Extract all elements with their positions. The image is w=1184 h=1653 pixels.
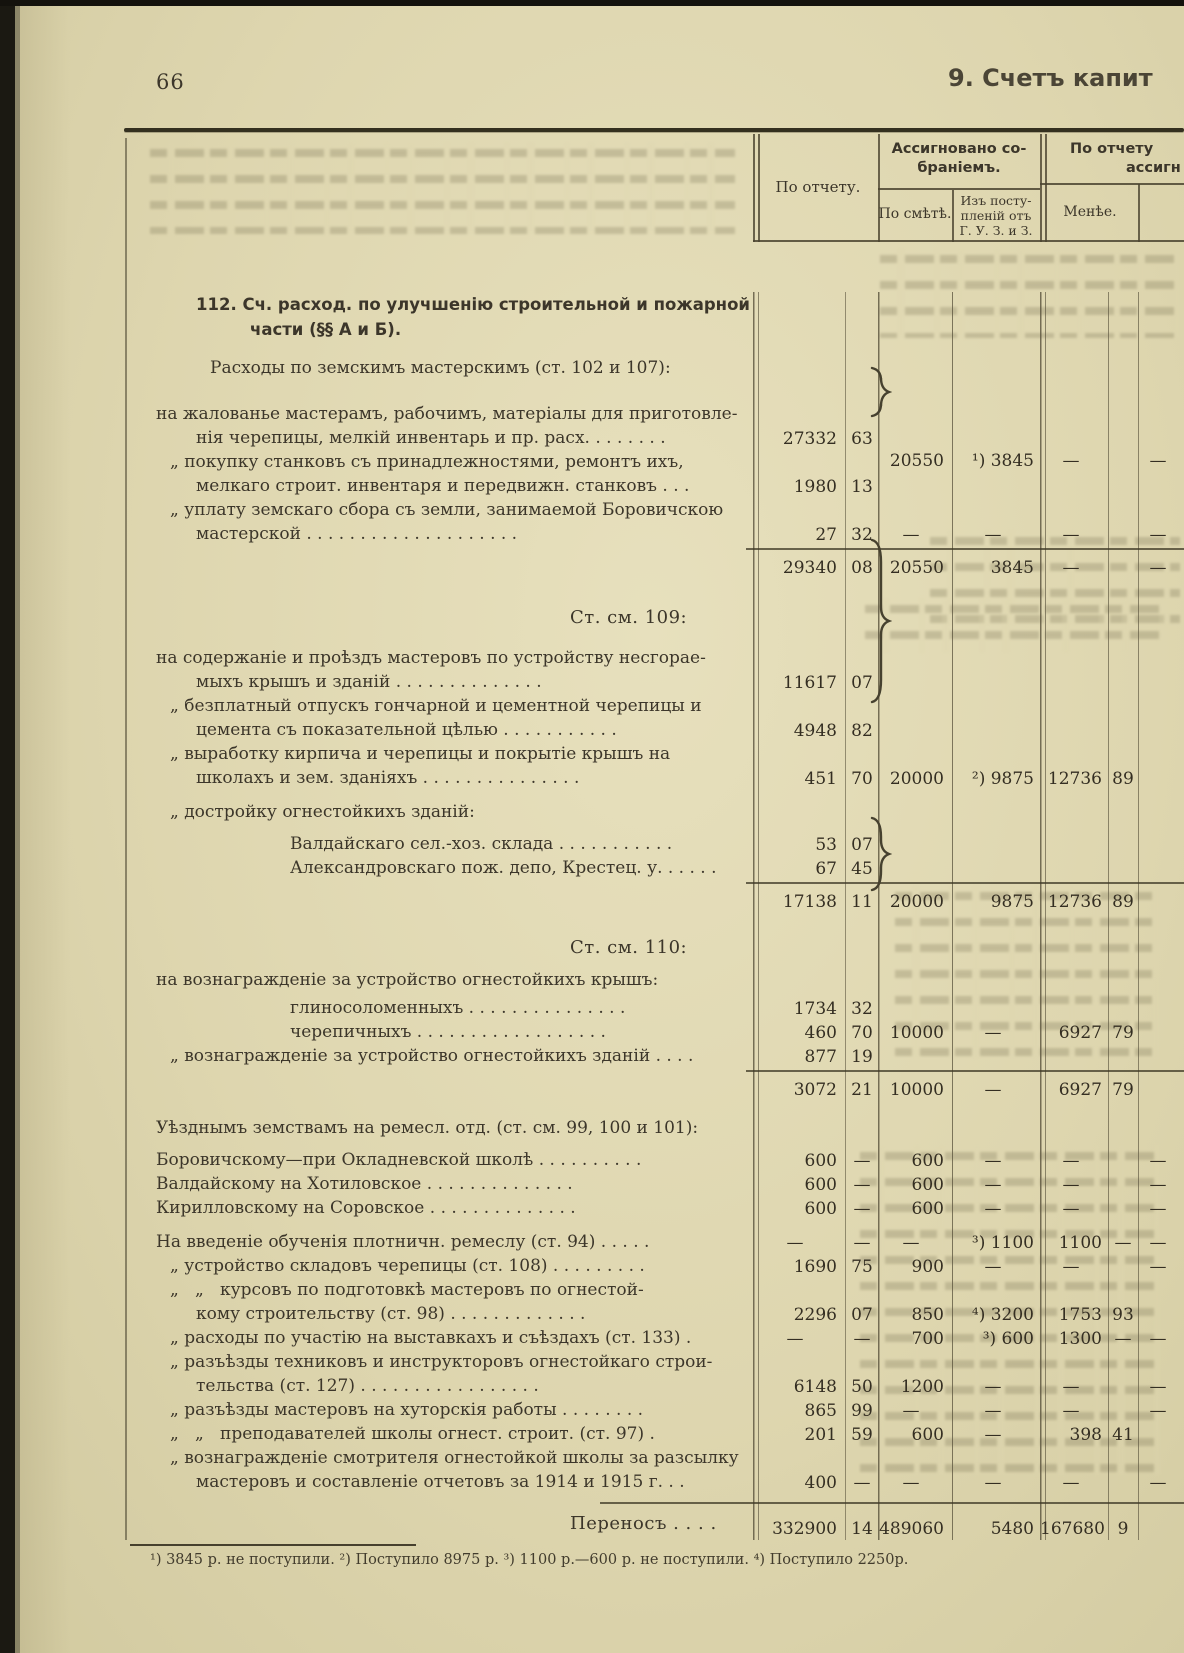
row-label-line: мастеровъ и составленіе отчетовъ за 1914 и 1915 г. . . xyxy=(196,1472,685,1492)
article-heading xyxy=(130,936,1184,960)
amount-cell-r2: — xyxy=(1062,1401,1080,1421)
header-divider xyxy=(1138,184,1140,242)
amount-cell-s: 20000 xyxy=(889,769,944,789)
row-label-line: „ расходы по участію на выставкахъ и съѣздахъ (ст. 133) . xyxy=(170,1328,692,1348)
subtotal-row xyxy=(130,552,1184,582)
row-label-line: Уѣзднымъ земствамъ на ремесл. отд. (ст. см. 99, 100 и 101): xyxy=(156,1118,699,1138)
table-header xyxy=(130,134,1184,242)
row-label-line: на жалованье мастерамъ, рабочимъ, матеріалы для приготовле- xyxy=(156,404,738,424)
amount-cell-k2: 93 xyxy=(1112,1305,1134,1325)
row-label xyxy=(130,936,753,960)
amount-cell-k1: 11 xyxy=(851,892,873,912)
amount-cell-k1: — xyxy=(853,1233,871,1253)
row-label-line: „ вознагражденіе за устройство огнестойкихъ зданій . . . . xyxy=(170,1046,694,1066)
amount-cell-k1: 19 xyxy=(851,1047,873,1067)
amount-cell-r1: 600 xyxy=(804,1199,837,1219)
amount-cell-k2: 79 xyxy=(1112,1080,1134,1100)
amount-cell-k2: 89 xyxy=(1112,769,1134,789)
amount-cell-r1: 2296 xyxy=(793,1305,837,1325)
table-row xyxy=(130,1148,1184,1172)
table-row xyxy=(130,1020,1184,1044)
row-label-line: Расходы по земскимъ мастерскимъ (ст. 102 и 107): xyxy=(210,358,671,378)
amount-cell-s: 900 xyxy=(911,1257,944,1277)
amount-cell-s: — xyxy=(902,525,920,545)
row-label-line: „ устройство складовъ черепицы (ст. 108) . . . . . . . . . xyxy=(170,1256,645,1276)
amount-cell-k1: — xyxy=(853,1329,871,1349)
row-label xyxy=(130,1326,753,1350)
row-label-line: „ безплатный отпускъ гончарной и цементной черепицы и xyxy=(170,696,702,716)
amount-cell-r1: 4948 xyxy=(793,721,837,741)
row-label-line: на содержаніе и проѣздъ мастеровъ по устройству несгорае- xyxy=(156,648,706,668)
amount-cell-s: 600 xyxy=(911,1199,944,1219)
amount-cell-r1: 600 xyxy=(804,1151,837,1171)
table-row xyxy=(130,1172,1184,1196)
table-row xyxy=(130,1350,1184,1398)
table-row xyxy=(130,1230,1184,1254)
amount-cell-p: ³) 1100 xyxy=(971,1233,1034,1253)
amount-cell-r1: 3072 xyxy=(793,1080,837,1100)
amount-cell-p: — xyxy=(984,1377,1002,1397)
row-label xyxy=(130,1044,753,1068)
amount-cell-p: — xyxy=(984,1257,1002,1277)
amount-cell-k1: 14 xyxy=(851,1519,873,1539)
report-assigned-line1: По отчету xyxy=(1070,141,1154,157)
row-label xyxy=(130,606,753,630)
amount-cell-r1: 332900 xyxy=(772,1519,837,1539)
footnote-rule xyxy=(130,1544,416,1546)
row-label-line: „ „ курсовъ по подготовкѣ мастеровъ по огнестой- xyxy=(170,1280,644,1300)
amount-cell-k1: 45 xyxy=(851,859,873,879)
amount-cell-s: — xyxy=(902,1401,920,1421)
amount-cell-p: — xyxy=(984,1401,1002,1421)
row-label xyxy=(130,1422,753,1446)
table-row xyxy=(130,1422,1184,1446)
amount-cell-r1: 27 xyxy=(815,525,837,545)
paragraph-row xyxy=(130,1116,1184,1140)
row-label-line: школахъ и зем. зданіяхъ . . . . . . . . . . . . . . . xyxy=(196,768,580,788)
row-label xyxy=(130,292,753,342)
amount-cell-r1: 1734 xyxy=(793,999,837,1019)
less-label: Менѣе. xyxy=(1063,204,1117,220)
table-row xyxy=(130,402,1184,450)
amount-cell-k1: 07 xyxy=(851,1305,873,1325)
amount-cell-s: 10000 xyxy=(889,1023,944,1043)
amount-cell-r2: — xyxy=(1062,558,1080,578)
amount-cell-x: — xyxy=(1149,1199,1167,1219)
row-label xyxy=(130,742,753,790)
row-label-line: „ покупку станковъ съ принадлежностями, ремонтъ ихъ, xyxy=(170,452,684,472)
row-label xyxy=(130,402,753,450)
row-label xyxy=(130,1172,753,1196)
amount-cell-k2: 9 xyxy=(1117,1519,1129,1539)
amount-cell-s: 600 xyxy=(911,1175,944,1195)
table-row xyxy=(130,694,1184,742)
amount-cell-r1: 29340 xyxy=(782,558,837,578)
amount-cell-s: 20550 xyxy=(889,451,944,471)
table-row xyxy=(130,1446,1184,1494)
amount-cell-x: — xyxy=(1149,1329,1167,1349)
subtotal-row xyxy=(130,886,1184,916)
amount-cell-p: — xyxy=(984,1199,1002,1219)
amount-cell-k1: — xyxy=(853,1473,871,1493)
row-label-line: „ „ преподавателей школы огнест. строит. (ст. 97) . xyxy=(170,1424,655,1444)
amount-cell-p: — xyxy=(984,1175,1002,1195)
row-label-line: на вознагражденіе за устройство огнестойкихъ крышъ: xyxy=(156,970,659,990)
row-label-line: черепичныхъ . . . . . . . . . . . . . . . . . . xyxy=(290,1022,606,1042)
table-row xyxy=(130,1326,1184,1350)
row-label-line: нія черепицы, мелкій инвентарь и пр. расх. . . . . . . . xyxy=(196,428,666,448)
page-number: 66 xyxy=(156,70,185,94)
row-label-line: цемента съ показательной цѣлью . . . . . . . . . . . xyxy=(196,720,617,740)
amount-cell-p: — xyxy=(984,1023,1002,1043)
amount-cell-r2: — xyxy=(1062,451,1080,471)
paragraph-row xyxy=(130,356,1184,380)
amount-cell-p: ³) 600 xyxy=(982,1329,1034,1349)
amount-cell-r2: 1753 xyxy=(1058,1305,1102,1325)
amount-cell-s: 850 xyxy=(911,1305,944,1325)
amount-cell-r1: — xyxy=(786,1233,804,1253)
amount-cell-k2: 41 xyxy=(1112,1425,1134,1445)
amount-cell-k1: 70 xyxy=(851,769,873,789)
assigned-group-line1: Ассигновано со- xyxy=(891,141,1027,157)
amount-cell-x: — xyxy=(1149,1257,1167,1277)
amount-cell-p: — xyxy=(984,1080,1002,1100)
table-row xyxy=(130,996,1184,1020)
row-label-line: Валдайскаго сел.-хоз. склада . . . . . . . . . . . xyxy=(290,834,673,854)
table-body xyxy=(130,292,1184,1540)
amount-cell-r2: 6927 xyxy=(1058,1080,1102,1100)
amount-cell-x: — xyxy=(1149,1151,1167,1171)
row-label-line: 112. Сч. расход. по улучшенію строительной и пожарной xyxy=(196,295,750,314)
scan-top-edge xyxy=(0,0,1184,6)
amount-cell-p: ⁴) 3200 xyxy=(971,1305,1034,1325)
row-label-line: „ разъѣзды мастеровъ на хуторскія работы . . . . . . . . xyxy=(170,1400,644,1420)
amount-cell-k1: 07 xyxy=(851,835,873,855)
row-label-line: Валдайскому на Хотиловское . . . . . . . . . . . . . . xyxy=(156,1174,573,1194)
row-label-line: Кирилловскому на Соровское . . . . . . . . . . . . . . xyxy=(156,1198,576,1218)
column-header-report-assigned-group xyxy=(1042,140,1184,178)
amount-cell-k1: — xyxy=(853,1151,871,1171)
row-label-line: Ст. см. 110: xyxy=(570,937,688,958)
table-row xyxy=(130,856,1184,880)
column-header-report-label: По отчету. xyxy=(775,178,861,196)
running-header: 9. Счетъ капит xyxy=(948,64,1153,92)
amount-cell-r2: — xyxy=(1062,525,1080,545)
amount-cell-k1: 32 xyxy=(851,999,873,1019)
row-label xyxy=(130,1398,753,1422)
row-label xyxy=(130,968,753,992)
receipts-line1: Изъ посту- xyxy=(960,193,1032,208)
amount-cell-x: — xyxy=(1149,1401,1167,1421)
amount-cell-x: — xyxy=(1149,558,1167,578)
amount-cell-r1: 11617 xyxy=(782,673,837,693)
table-row xyxy=(130,968,1184,992)
assigned-group-line2: браніемъ. xyxy=(917,160,1001,176)
amount-cell-x: — xyxy=(1149,525,1167,545)
report-assigned-line2: ассигн xyxy=(1126,160,1181,176)
receipts-line2: пленій отъ xyxy=(960,208,1032,223)
table-row xyxy=(130,498,1184,546)
table-row xyxy=(130,1254,1184,1278)
table-row xyxy=(130,742,1184,790)
row-label-line: мыхъ крышъ и зданій . . . . . . . . . . . . . . xyxy=(196,672,542,692)
amount-cell-s: 700 xyxy=(911,1329,944,1349)
amount-cell-k1: 82 xyxy=(851,721,873,741)
amount-cell-r2: — xyxy=(1062,1257,1080,1277)
amount-cell-k1: 50 xyxy=(851,1377,873,1397)
amount-cell-k1: 99 xyxy=(851,1401,873,1421)
row-label xyxy=(130,1230,753,1254)
table-row xyxy=(130,800,1184,824)
column-header-assigned-group xyxy=(878,140,1040,178)
amount-cell-r1: 877 xyxy=(804,1047,837,1067)
amount-cell-r1: 201 xyxy=(804,1425,837,1445)
amount-cell-r2: 12736 xyxy=(1047,769,1102,789)
amount-cell-k1: 63 xyxy=(851,429,873,449)
amount-cell-k1: 08 xyxy=(851,558,873,578)
amount-cell-k2: — xyxy=(1114,1329,1132,1349)
row-label-line: „ разъѣзды техниковъ и инструкторовъ огнестойкаго строи- xyxy=(170,1352,713,1372)
amount-cell-p: — xyxy=(984,525,1002,545)
amount-cell-s: — xyxy=(902,1233,920,1253)
amount-cell-s: 489060 xyxy=(879,1519,944,1539)
carryover-row xyxy=(130,1512,1184,1540)
amount-cell-k1: 59 xyxy=(851,1425,873,1445)
amount-cell-s: 1200 xyxy=(900,1377,944,1397)
amount-cell-r2: 12736 xyxy=(1047,892,1102,912)
row-label-line: „ вознагражденіе смотрителя огнестойкой школы за разсылку xyxy=(170,1448,739,1468)
table-row xyxy=(130,646,1184,694)
amount-cell-p: 9875 xyxy=(990,892,1034,912)
footnote: ¹) 3845 р. не поступили. ²) Поступило 8975 р. ³) 1100 р.—600 р. не поступили. ⁴) Поступило 2250р. xyxy=(150,1552,909,1568)
amount-cell-p: ¹) 3845 xyxy=(971,451,1034,471)
row-label-line: Переносъ . . . . xyxy=(570,1513,717,1534)
amount-cell-r2: 6927 xyxy=(1058,1023,1102,1043)
amount-cell-r1: 67 xyxy=(815,859,837,879)
column-header-less xyxy=(1042,204,1138,220)
row-label-line: мастерской . . . . . . . . . . . . . . . . . . . . xyxy=(196,524,518,544)
row-label xyxy=(130,996,753,1020)
row-label-line: глиносоломенныхъ . . . . . . . . . . . . . . . xyxy=(290,998,626,1018)
amount-cell-s: 600 xyxy=(911,1151,944,1171)
table-row xyxy=(130,1044,1184,1068)
amount-cell-s: 20000 xyxy=(889,892,944,912)
amount-cell-r1: 400 xyxy=(804,1473,837,1493)
amount-cell-r2: — xyxy=(1062,1377,1080,1397)
amount-cell-r2: 167680 xyxy=(1040,1519,1105,1539)
table-row xyxy=(130,1196,1184,1220)
section-heading xyxy=(130,292,1184,342)
amount-cell-s: 20550 xyxy=(889,558,944,578)
scan-left-edge xyxy=(0,0,15,1653)
amount-cell-r1: — xyxy=(786,1329,804,1349)
amount-cell-r1: 1980 xyxy=(793,477,837,497)
row-label xyxy=(130,1116,753,1140)
amount-cell-k1: — xyxy=(853,1175,871,1195)
column-header-report xyxy=(760,134,876,240)
row-label xyxy=(130,694,753,742)
amount-cell-p: 3845 xyxy=(990,558,1034,578)
row-label-line: тельства (ст. 127) . . . . . . . . . . . . . . . . . xyxy=(196,1376,539,1396)
amount-cell-s: 600 xyxy=(911,1425,944,1445)
header-divider xyxy=(753,134,755,242)
amount-cell-r2: 1300 xyxy=(1058,1329,1102,1349)
row-label xyxy=(130,498,753,546)
amount-cell-p: — xyxy=(984,1473,1002,1493)
column-header-receipts xyxy=(952,193,1040,238)
header-rule xyxy=(124,128,1184,132)
amount-cell-x: — xyxy=(1149,1175,1167,1195)
amount-cell-x: — xyxy=(1149,1377,1167,1397)
row-label xyxy=(130,1512,753,1536)
amount-cell-r1: 460 xyxy=(804,1023,837,1043)
row-label-line: кому строительству (ст. 98) . . . . . . . . . . . . . xyxy=(196,1304,586,1324)
row-label-line: „ уплату земскаго сбора съ земли, занимаемой Боровичскою xyxy=(170,500,724,520)
row-label-line: „ достройку огнестойкихъ зданій: xyxy=(170,802,475,822)
amount-cell-r2: — xyxy=(1062,1473,1080,1493)
amount-cell-k1: 70 xyxy=(851,1023,873,1043)
article-heading xyxy=(130,606,1184,630)
table-row xyxy=(130,1398,1184,1422)
amount-cell-s: — xyxy=(902,1473,920,1493)
amount-cell-r1: 27332 xyxy=(782,429,837,449)
amount-cell-x: — xyxy=(1149,1473,1167,1493)
amount-cell-r1: 53 xyxy=(815,835,837,855)
amount-cell-s: 10000 xyxy=(889,1080,944,1100)
estimate-label: По смѣтѣ. xyxy=(878,206,952,222)
row-label xyxy=(130,856,753,880)
amount-cell-r2: — xyxy=(1062,1175,1080,1195)
column-header-estimate xyxy=(878,206,952,222)
table-row xyxy=(130,1278,1184,1326)
amount-cell-r1: 600 xyxy=(804,1175,837,1195)
row-label-line: Ст. см. 109: xyxy=(570,607,688,628)
header-underline xyxy=(878,188,1040,190)
amount-cell-p: — xyxy=(984,1425,1002,1445)
amount-cell-k1: 21 xyxy=(851,1080,873,1100)
row-label xyxy=(130,832,753,856)
row-label xyxy=(130,450,753,498)
row-label-line: На введеніе обученія плотничн. ремеслу (ст. 94) . . . . . xyxy=(156,1232,650,1252)
ledger-table xyxy=(130,134,1184,1540)
amount-cell-p: — xyxy=(984,1151,1002,1171)
table-row xyxy=(130,832,1184,856)
amount-cell-r1: 6148 xyxy=(793,1377,837,1397)
amount-cell-p: 5480 xyxy=(990,1519,1034,1539)
row-label-line: Александровскаго пож. депо, Крестец. у. . . . . . xyxy=(290,858,717,878)
amount-cell-k1: — xyxy=(853,1199,871,1219)
amount-cell-k1: 75 xyxy=(851,1257,873,1277)
subtotal-row xyxy=(130,1074,1184,1104)
row-label xyxy=(130,1020,753,1044)
amount-cell-r2: — xyxy=(1062,1199,1080,1219)
row-label xyxy=(130,1350,753,1398)
amount-cell-p: ²) 9875 xyxy=(971,769,1034,789)
amount-cell-r1: 865 xyxy=(804,1401,837,1421)
amount-cell-k2: 79 xyxy=(1112,1023,1134,1043)
amount-cell-r2: 1100 xyxy=(1058,1233,1102,1253)
amount-cell-x: — xyxy=(1149,451,1167,471)
amount-cell-k2: 89 xyxy=(1112,892,1134,912)
row-label xyxy=(130,800,753,824)
receipts-line3: Г. У. З. и З. xyxy=(959,223,1033,238)
row-label xyxy=(130,1446,753,1494)
row-label xyxy=(130,356,753,380)
row-label xyxy=(130,646,753,694)
row-label xyxy=(130,1196,753,1220)
amount-cell-k2: — xyxy=(1114,1233,1132,1253)
row-label xyxy=(130,1278,753,1326)
amount-cell-r2: 398 xyxy=(1069,1425,1102,1445)
row-label-line: части (§§ А и Б). xyxy=(250,320,402,339)
amount-cell-k1: 13 xyxy=(851,477,873,497)
amount-cell-x: — xyxy=(1149,1233,1167,1253)
row-label-line: „ выработку кирпича и черепицы и покрытіе крышъ на xyxy=(170,744,671,764)
row-label xyxy=(130,1254,753,1278)
amount-cell-k1: 32 xyxy=(851,525,873,545)
amount-cell-k1: 07 xyxy=(851,673,873,693)
row-label-line: мелкаго строит. инвентаря и передвижн. станковъ . . . xyxy=(196,476,690,496)
amount-cell-r1: 17138 xyxy=(782,892,837,912)
table-row xyxy=(130,450,1184,498)
header-underline xyxy=(1040,183,1184,185)
row-label-line: Боровичскому—при Окладневской школѣ . . . . . . . . . . xyxy=(156,1150,642,1170)
amount-cell-r2: — xyxy=(1062,1151,1080,1171)
row-label xyxy=(130,1148,753,1172)
scan-left-edge-shadow xyxy=(15,0,20,1653)
amount-cell-r1: 451 xyxy=(804,769,837,789)
amount-cell-r1: 1690 xyxy=(793,1257,837,1277)
header-bottom-rule xyxy=(753,240,1184,242)
